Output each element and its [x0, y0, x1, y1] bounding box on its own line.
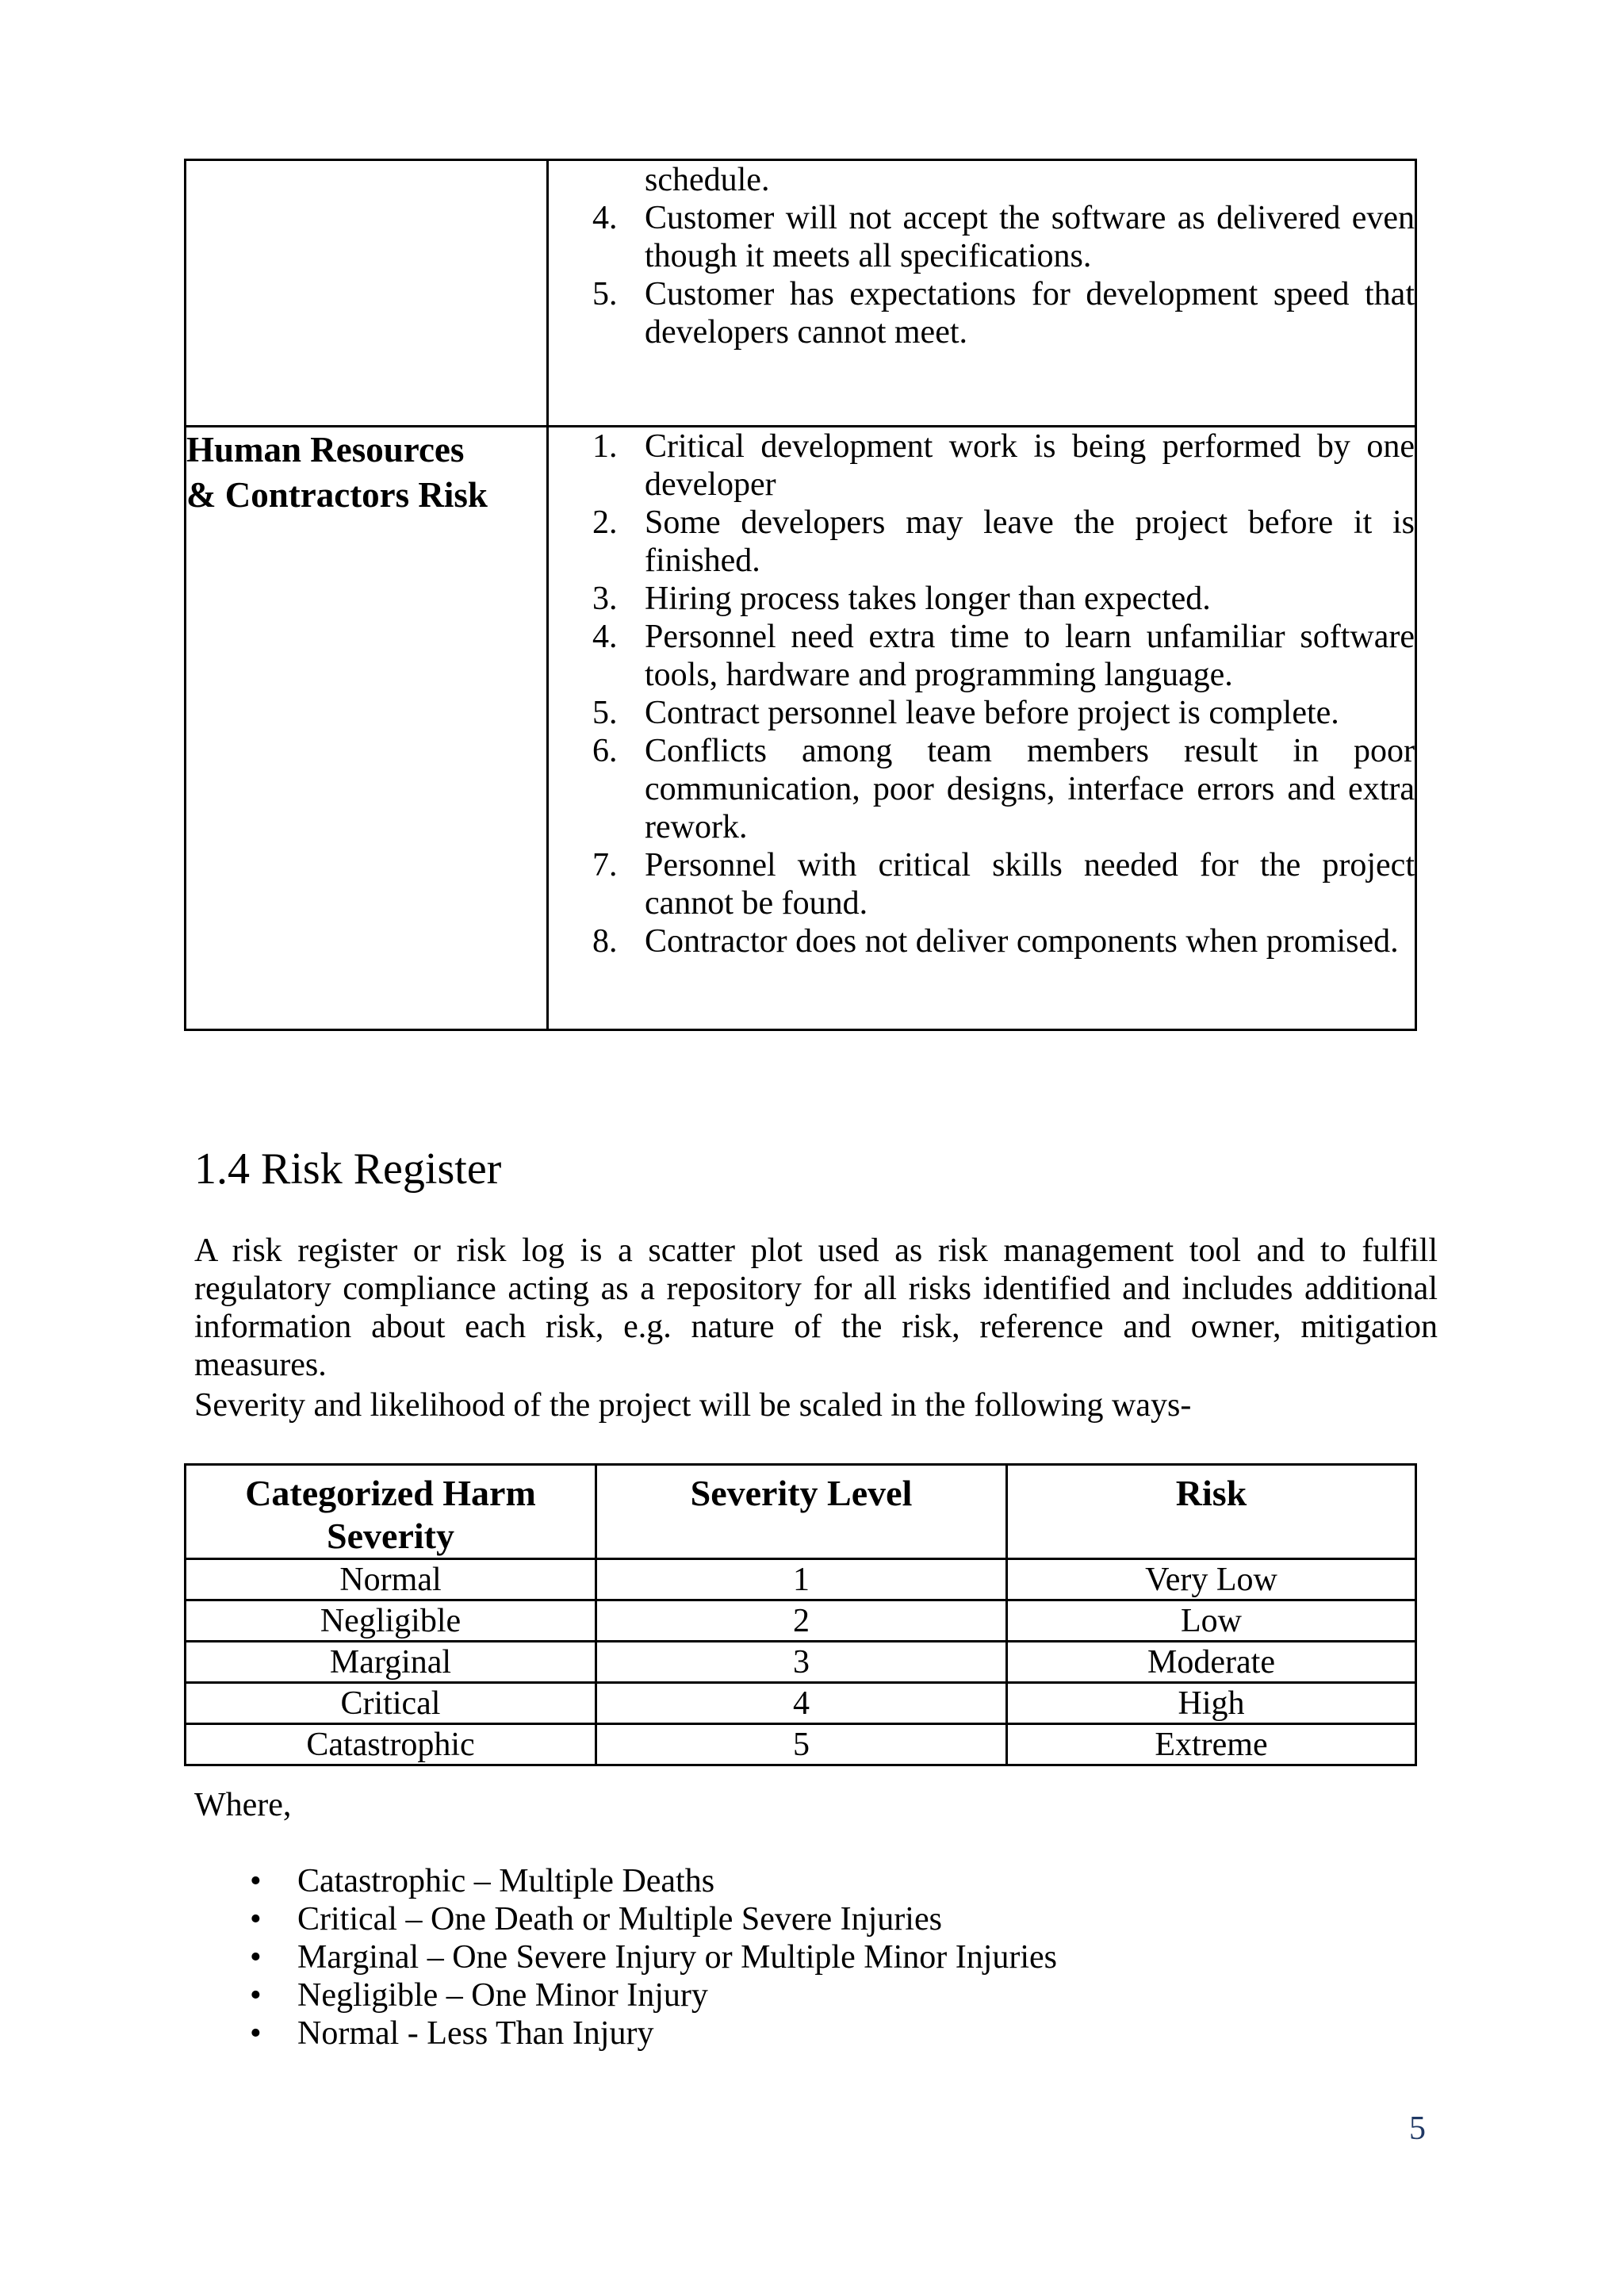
- list-item: [549, 732, 1415, 846]
- bullet-text: Critical – One Death or Multiple Severe Injuries: [297, 1901, 942, 1938]
- table-cell: Catastrophic: [186, 1724, 596, 1765]
- table-cell: 3: [596, 1642, 1007, 1683]
- list-item-text: Hiring process takes longer than expected.: [645, 581, 1211, 617]
- list-item-text: Contract personnel leave before project is complete.: [645, 695, 1339, 731]
- risk-items-cell: [548, 427, 1416, 1030]
- list-item-text: schedule.: [645, 162, 770, 198]
- column-header-harm-severity: Categorized Harm Severity: [186, 1465, 596, 1559]
- list-number: [592, 161, 645, 199]
- table-cell: Normal: [186, 1559, 596, 1600]
- list-item-text: Conflicts among team members result in poor communication, poor designs, interface errors and extra rework.: [645, 733, 1415, 845]
- list-number: 5.: [592, 695, 618, 731]
- list-item: [549, 199, 1415, 275]
- table-header-row: [186, 1465, 1416, 1559]
- bullet-text: Marginal – One Severe Injury or Multiple Minor Injuries: [297, 1939, 1058, 1976]
- table-cell: Moderate: [1007, 1642, 1416, 1683]
- table-cell: Negligible: [186, 1600, 596, 1642]
- bullet-text: Normal - Less Than Injury: [297, 2015, 654, 2052]
- table-row: [186, 1724, 1416, 1765]
- table-row: [186, 427, 1416, 1030]
- table-cell: Critical: [186, 1683, 596, 1724]
- table-cell: Extreme: [1007, 1724, 1416, 1765]
- page-number: 5: [1409, 2110, 1426, 2147]
- section-heading: 1.4 Risk Register: [194, 1144, 502, 1194]
- list-item: [549, 161, 1415, 199]
- list-item-text: Customer has expectations for development speed that developers cannot meet.: [645, 276, 1415, 351]
- risk-category-cell: [186, 427, 548, 1030]
- list-item: [549, 694, 1415, 732]
- risk-category-title-line: Human Resources: [186, 430, 465, 470]
- paragraph-risk-register: A risk register or risk log is a scatter plot used as risk management tool and to fulfill regulatory compliance acting as a repository for all risks identified and includes additional information about each risk, e.g. nature of the risk, reference and owner, mitigation measures.: [194, 1232, 1438, 1383]
- list-number: 4.: [592, 619, 618, 655]
- list-item-text: Personnel with critical skills needed for the project cannot be found.: [645, 847, 1415, 922]
- list-item: [549, 922, 1415, 960]
- list-item: [250, 1862, 1360, 1900]
- list-item: [250, 1976, 1360, 2014]
- list-item: [549, 427, 1415, 504]
- list-number: 5.: [592, 276, 618, 312]
- bullet-icon: •: [250, 1939, 262, 1976]
- table-cell: Very Low: [1007, 1559, 1416, 1600]
- table-cell: 5: [596, 1724, 1007, 1765]
- definition-bullet-list: [250, 1862, 1360, 2053]
- bullet-icon: •: [250, 1901, 262, 1938]
- list-item: [250, 1938, 1360, 1976]
- table-cell: 1: [596, 1559, 1007, 1600]
- list-item: [549, 846, 1415, 922]
- risk-category-cell-empty: [186, 160, 548, 427]
- table-cell: 2: [596, 1600, 1007, 1642]
- bullet-icon: •: [250, 2015, 262, 2052]
- list-number: 1.: [592, 428, 618, 465]
- list-item: [549, 580, 1415, 618]
- bullet-text: Negligible – One Minor Injury: [297, 1977, 708, 2014]
- list-item-text: Contractor does not deliver components when promised.: [645, 923, 1399, 960]
- list-item-text: Customer will not accept the software as delivered even though it meets all specifications.: [645, 200, 1415, 274]
- list-item-text: Personnel need extra time to learn unfamiliar software tools, hardware and programming language.: [645, 619, 1415, 693]
- list-number: 3.: [592, 581, 618, 617]
- table-row: [186, 1683, 1416, 1724]
- list-number: 7.: [592, 847, 618, 884]
- table-row: [186, 1559, 1416, 1600]
- paragraph-severity-intro: Severity and likelihood of the project will be scaled in the following ways-: [194, 1387, 1192, 1424]
- list-item: [250, 1900, 1360, 1938]
- table-cell: 4: [596, 1683, 1007, 1724]
- table-row: [186, 1600, 1416, 1642]
- table-row: [186, 160, 1416, 427]
- risk-category-table: [184, 159, 1417, 1031]
- where-label: Where,: [194, 1787, 292, 1823]
- bullet-icon: •: [250, 1977, 262, 2014]
- list-number: 8.: [592, 923, 618, 960]
- column-header-risk: Risk: [1007, 1465, 1416, 1559]
- list-item: [549, 275, 1415, 351]
- list-item: [549, 618, 1415, 694]
- bullet-text: Catastrophic – Multiple Deaths: [297, 1863, 715, 1899]
- risk-category-title-line: & Contractors Risk: [186, 475, 488, 515]
- list-item-text: Critical development work is being performed by one developer: [645, 428, 1415, 503]
- table-cell: High: [1007, 1683, 1416, 1724]
- list-number: 4.: [592, 200, 618, 236]
- table-cell: Marginal: [186, 1642, 596, 1683]
- list-number: 2.: [592, 504, 618, 541]
- risk-items-cell: [548, 160, 1416, 427]
- list-item: [549, 504, 1415, 580]
- list-number: 6.: [592, 733, 618, 769]
- table-cell: Low: [1007, 1600, 1416, 1642]
- column-header-severity-level: Severity Level: [596, 1465, 1007, 1559]
- list-item-text: Some developers may leave the project before it is finished.: [645, 504, 1415, 579]
- bullet-icon: •: [250, 1863, 262, 1899]
- severity-table: [184, 1463, 1417, 1766]
- list-item: [250, 2014, 1360, 2053]
- table-row: [186, 1642, 1416, 1683]
